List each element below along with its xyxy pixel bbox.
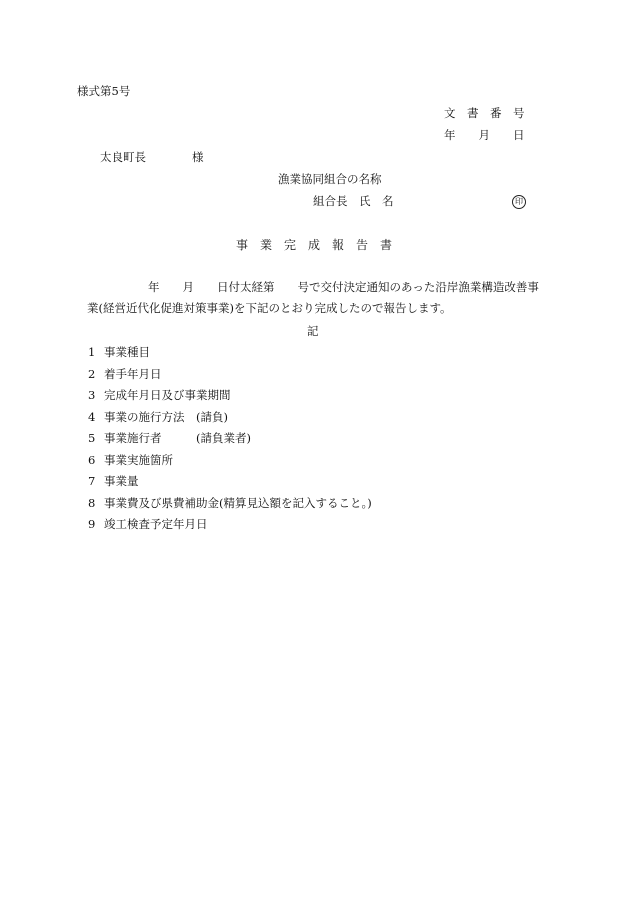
list-item-text: 事業施行者 (請負業者)	[104, 431, 251, 445]
document-title: 事 業 完 成 報 告 書	[236, 238, 393, 252]
addressee: 太良町長 様	[100, 150, 204, 164]
body-text-line-2: 業(経営近代化促進対策事業)を下記のとおり完成したので報告します。	[87, 301, 452, 315]
list-item	[88, 519, 208, 531]
list-item	[88, 412, 228, 424]
list-item-number: 3	[88, 388, 96, 402]
list-item	[88, 369, 162, 381]
list-item	[88, 476, 139, 488]
list-item	[88, 455, 173, 467]
list-item-text: 完成年月日及び事業期間	[104, 388, 231, 402]
organization-name-label: 漁業協同組合の名称	[278, 172, 382, 186]
list-item-number: 9	[88, 517, 96, 531]
document-number-label: 文 書 番 号	[444, 106, 525, 120]
body-text-line-1: 年 月 日付太経第 号で交付決定通知のあった沿岸漁業構造改善事	[148, 280, 539, 294]
seal-mark: 印	[512, 195, 526, 209]
list-item-number: 8	[88, 496, 96, 510]
seal-icon	[512, 195, 526, 209]
list-item-number: 1	[88, 345, 96, 359]
list-item-number: 5	[88, 431, 96, 445]
list-item-number: 6	[88, 453, 96, 467]
list-item-number: 7	[88, 474, 96, 488]
list-item-text: 事業費及び県費補助金(精算見込額を記入すること。)	[104, 496, 372, 510]
list-item	[88, 498, 372, 510]
representative-name-label: 組合長 氏 名	[313, 194, 394, 208]
list-item-text: 事業の施行方法 (請負)	[104, 410, 228, 424]
list-item-text: 竣工検査予定年月日	[104, 517, 208, 531]
ki-heading: 記	[307, 324, 319, 338]
form-number: 様式第5号	[77, 84, 131, 98]
list-item	[88, 347, 150, 359]
list-item-text: 着手年月日	[104, 367, 162, 381]
list-item-number: 2	[88, 367, 96, 381]
date-label: 年 月 日	[444, 128, 525, 142]
list-item	[88, 433, 251, 445]
list-item-text: 事業量	[104, 474, 139, 488]
list-item-text: 事業実施箇所	[104, 453, 173, 467]
list-item	[88, 390, 231, 402]
list-item-number: 4	[88, 410, 96, 424]
list-item-text: 事業種目	[104, 345, 150, 359]
